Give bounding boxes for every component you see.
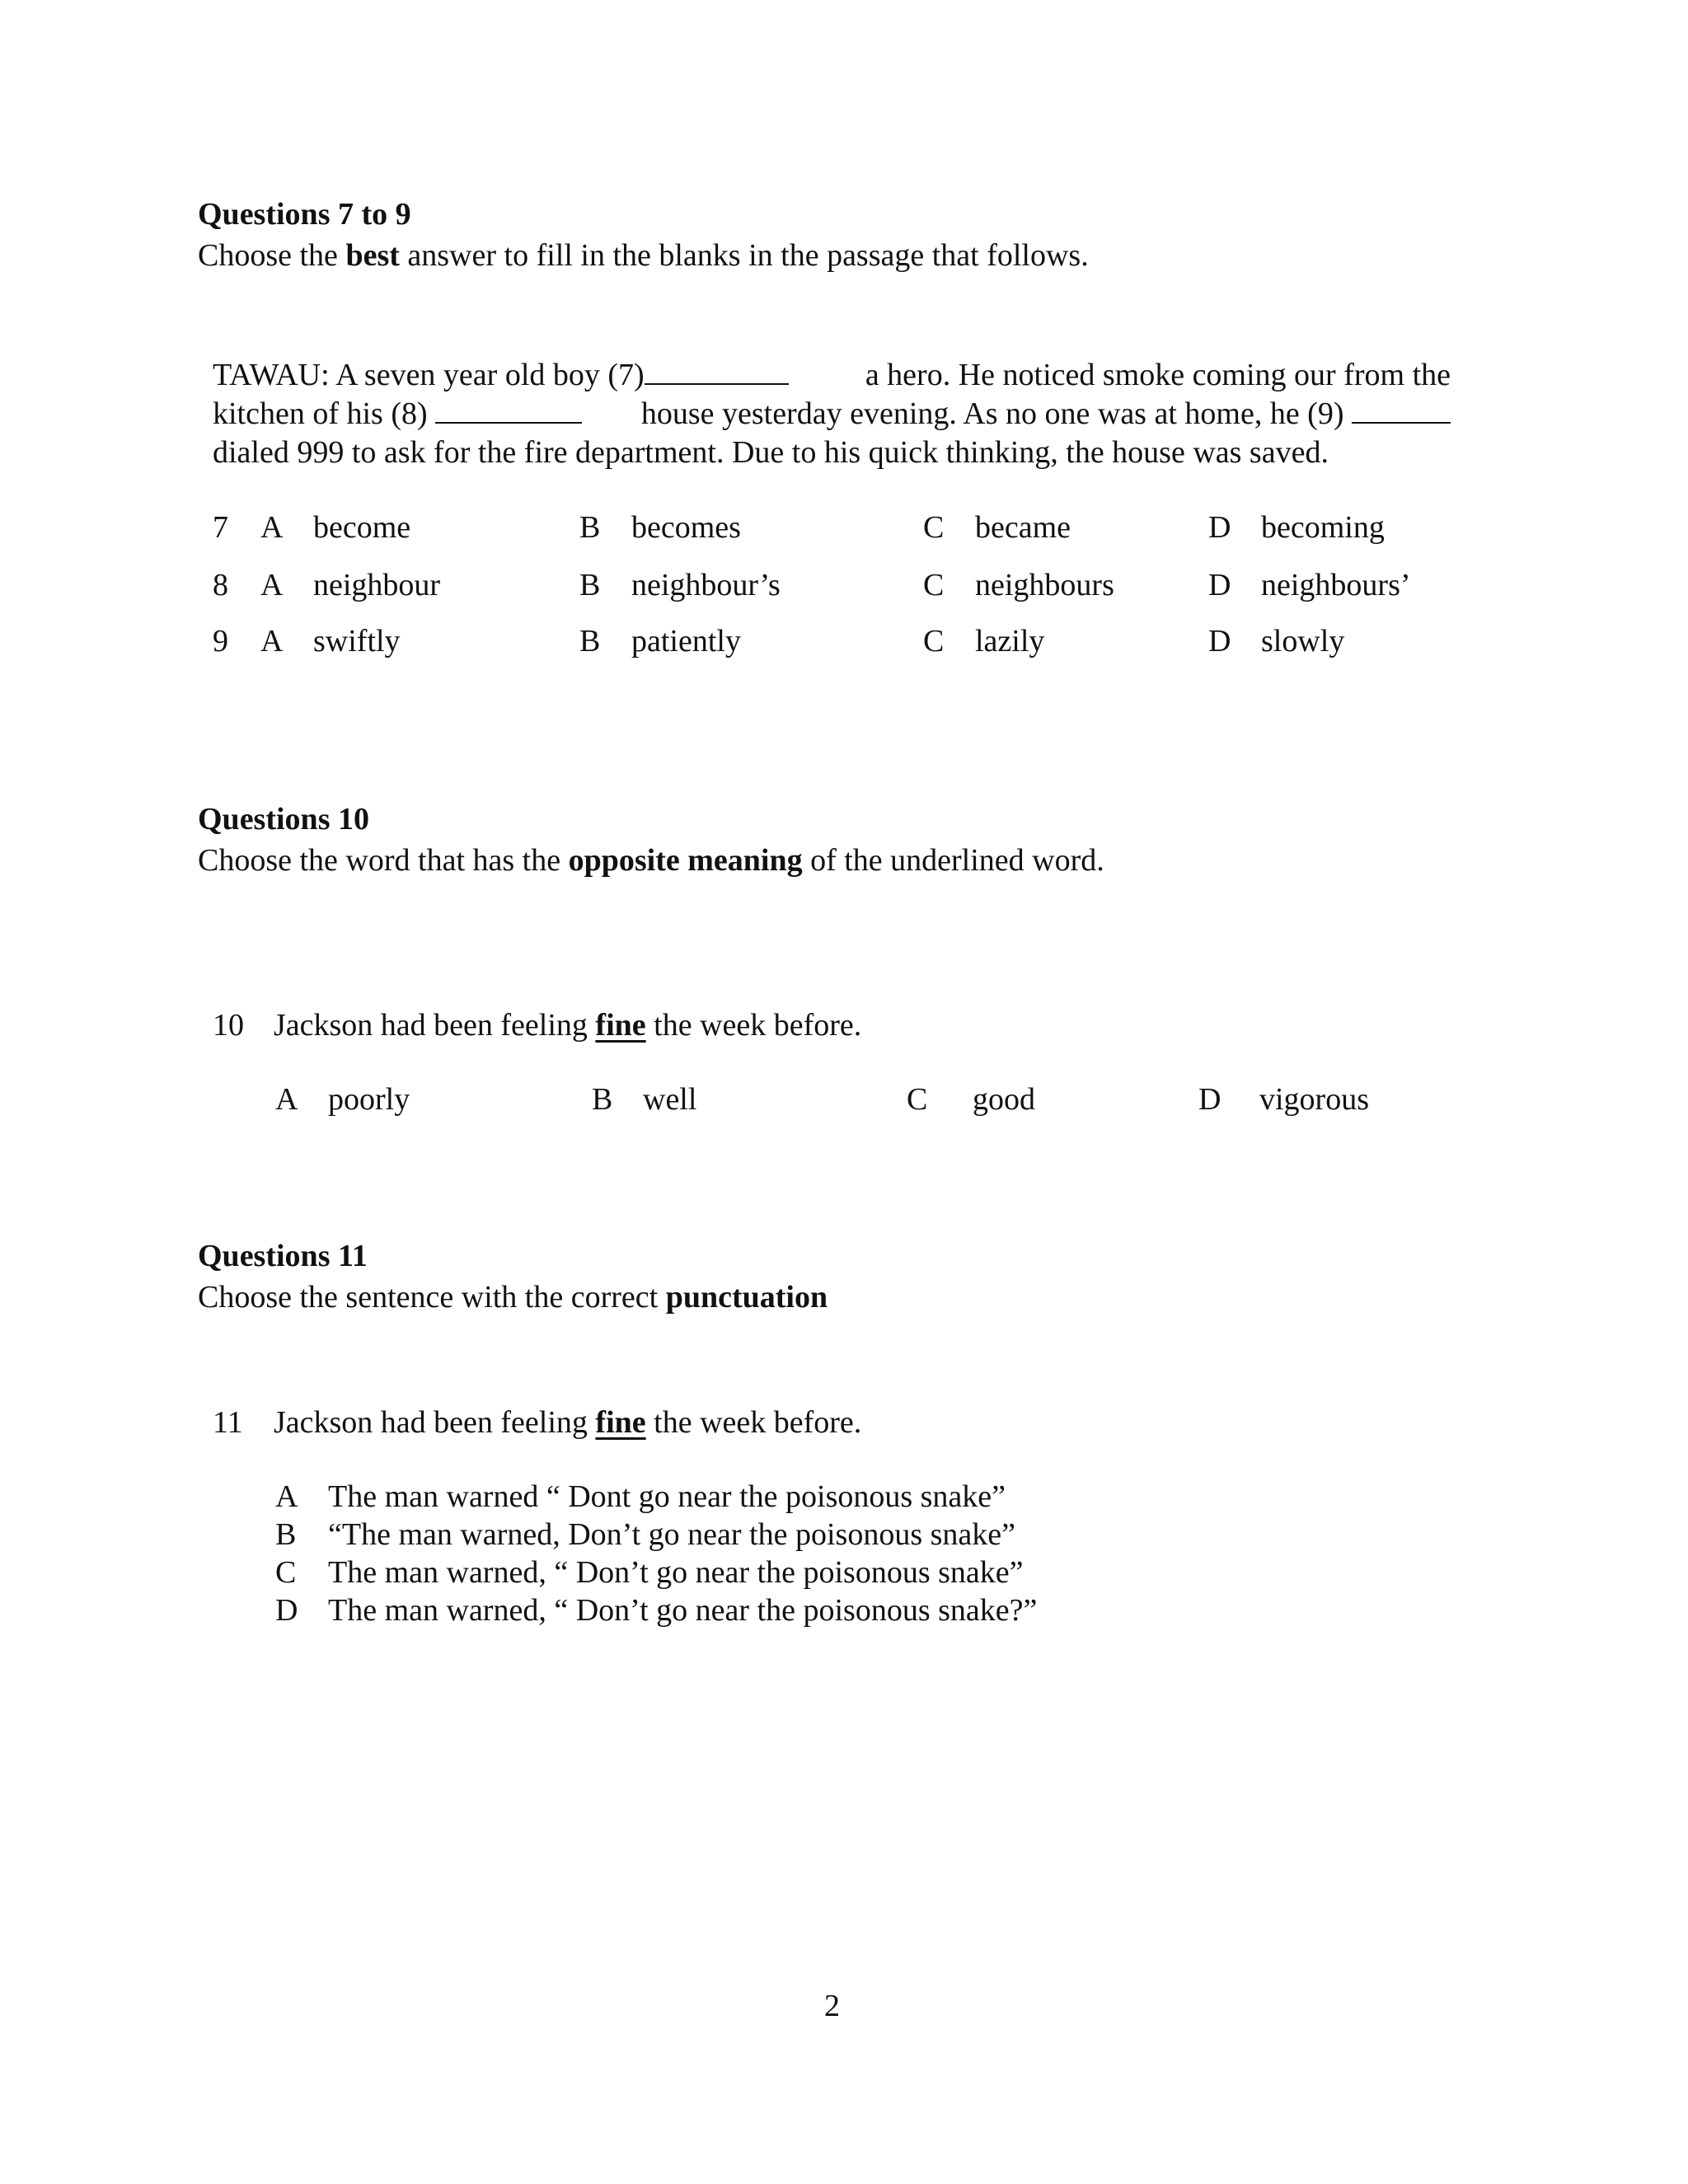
- question-number: 11: [213, 1405, 243, 1440]
- instruction-text: Choose the word that has the: [198, 843, 561, 878]
- section-11-instruction: [198, 1279, 828, 1315]
- option-text: The man warned, “ Don’t go near the poisonous snake?”: [328, 1593, 1038, 1628]
- question-10-options: [213, 1081, 1531, 1122]
- option-letter: A: [260, 510, 284, 545]
- option-text: become: [313, 510, 411, 545]
- instruction-bold: opposite meaning: [568, 843, 803, 878]
- passage-text: TAWAU: A seven year old boy (7): [213, 358, 645, 392]
- question-8-row: [213, 567, 1531, 608]
- option-text: good: [973, 1082, 1035, 1117]
- question-11-option-b: [213, 1516, 1531, 1558]
- question-11-option-d: [213, 1592, 1531, 1633]
- option-letter: B: [275, 1517, 297, 1552]
- blank-7: [645, 359, 789, 385]
- question-number: 7: [213, 510, 228, 545]
- option-letter: C: [907, 1082, 928, 1117]
- option-text: lazily: [975, 624, 1045, 658]
- instruction-bold: best: [345, 238, 400, 273]
- section-10-instruction: [198, 842, 1104, 879]
- option-letter: A: [260, 624, 284, 658]
- option-text: “The man warned, Don’t go near the poisonous snake”: [328, 1517, 1015, 1552]
- passage: [213, 356, 1451, 472]
- option-letter: B: [579, 568, 601, 602]
- option-text: poorly: [328, 1082, 410, 1117]
- option-text: The man warned “ Dont go near the poisonous snake”: [328, 1479, 1006, 1514]
- passage-text: house yesterday evening. As no one was at home, he (9): [640, 396, 1344, 431]
- underlined-word: fine: [595, 1008, 646, 1043]
- blank-9: [1352, 397, 1451, 424]
- option-text: neighbours: [975, 568, 1114, 602]
- passage-text: a hero. He noticed smoke coming our from the: [865, 358, 1451, 392]
- underlined-word: fine: [595, 1405, 646, 1440]
- option-letter: D: [1208, 510, 1231, 545]
- instruction-text: answer to fill in the blanks in the passage that follows.: [407, 238, 1089, 273]
- blank-8: [435, 397, 582, 424]
- question-number: 10: [213, 1008, 244, 1043]
- section-10-heading: Questions 10: [198, 802, 369, 837]
- question-7-row: [213, 509, 1531, 551]
- passage-line: [213, 356, 1451, 395]
- question-11-option-a: [213, 1479, 1531, 1520]
- instruction-text: Choose the sentence with the correct: [198, 1280, 659, 1315]
- question-11: [213, 1404, 861, 1441]
- section-11-heading: Questions 11: [198, 1239, 368, 1273]
- passage-line: [213, 434, 1451, 472]
- passage-line: [213, 395, 1451, 434]
- option-text: The man warned, “ Don’t go near the poisonous snake”: [328, 1555, 1024, 1590]
- option-text: becoming: [1261, 510, 1385, 545]
- option-text: vigorous: [1259, 1082, 1369, 1117]
- option-text: becomes: [631, 510, 741, 545]
- option-letter: D: [1208, 568, 1231, 602]
- option-text: swiftly: [313, 624, 401, 658]
- instruction-bold: punctuation: [665, 1280, 828, 1315]
- passage-text: kitchen of his (8): [213, 396, 428, 431]
- instruction-text: of the underlined word.: [810, 843, 1104, 878]
- question-text: Jackson had been feeling: [274, 1008, 588, 1043]
- question-number: 9: [213, 624, 228, 658]
- instruction-text: Choose the: [198, 238, 338, 273]
- option-letter: C: [923, 510, 945, 545]
- question-11-option-c: [213, 1554, 1531, 1596]
- question-10: [213, 1007, 861, 1043]
- question-9-row: [213, 623, 1531, 664]
- option-text: became: [975, 510, 1071, 545]
- question-number: 8: [213, 568, 228, 602]
- passage-text: dialed 999 to ask for the fire department. Due to his quick thinking, the house was saved.: [213, 435, 1329, 470]
- option-letter: D: [1208, 624, 1231, 658]
- page-number: 2: [824, 1989, 840, 2023]
- option-letter: C: [275, 1555, 297, 1590]
- option-text: patiently: [631, 624, 741, 658]
- option-letter: C: [923, 568, 945, 602]
- option-text: neighbour: [313, 568, 441, 602]
- section-7-9-heading: Questions 7 to 9: [198, 197, 411, 232]
- question-text: Jackson had been feeling: [274, 1405, 588, 1440]
- option-letter: C: [923, 624, 945, 658]
- option-text: slowly: [1261, 624, 1345, 658]
- option-letter: A: [275, 1082, 298, 1117]
- question-text: the week before.: [654, 1008, 862, 1043]
- option-letter: D: [275, 1593, 298, 1628]
- option-letter: D: [1198, 1082, 1221, 1117]
- option-letter: A: [275, 1479, 298, 1514]
- question-text: the week before.: [654, 1405, 862, 1440]
- option-text: neighbours’: [1261, 568, 1411, 602]
- section-7-9-instruction: [198, 237, 1089, 274]
- option-letter: B: [592, 1082, 613, 1117]
- option-text: neighbour’s: [631, 568, 781, 602]
- option-letter: B: [579, 510, 601, 545]
- option-letter: A: [260, 568, 284, 602]
- option-text: well: [643, 1082, 697, 1117]
- option-letter: B: [579, 624, 601, 658]
